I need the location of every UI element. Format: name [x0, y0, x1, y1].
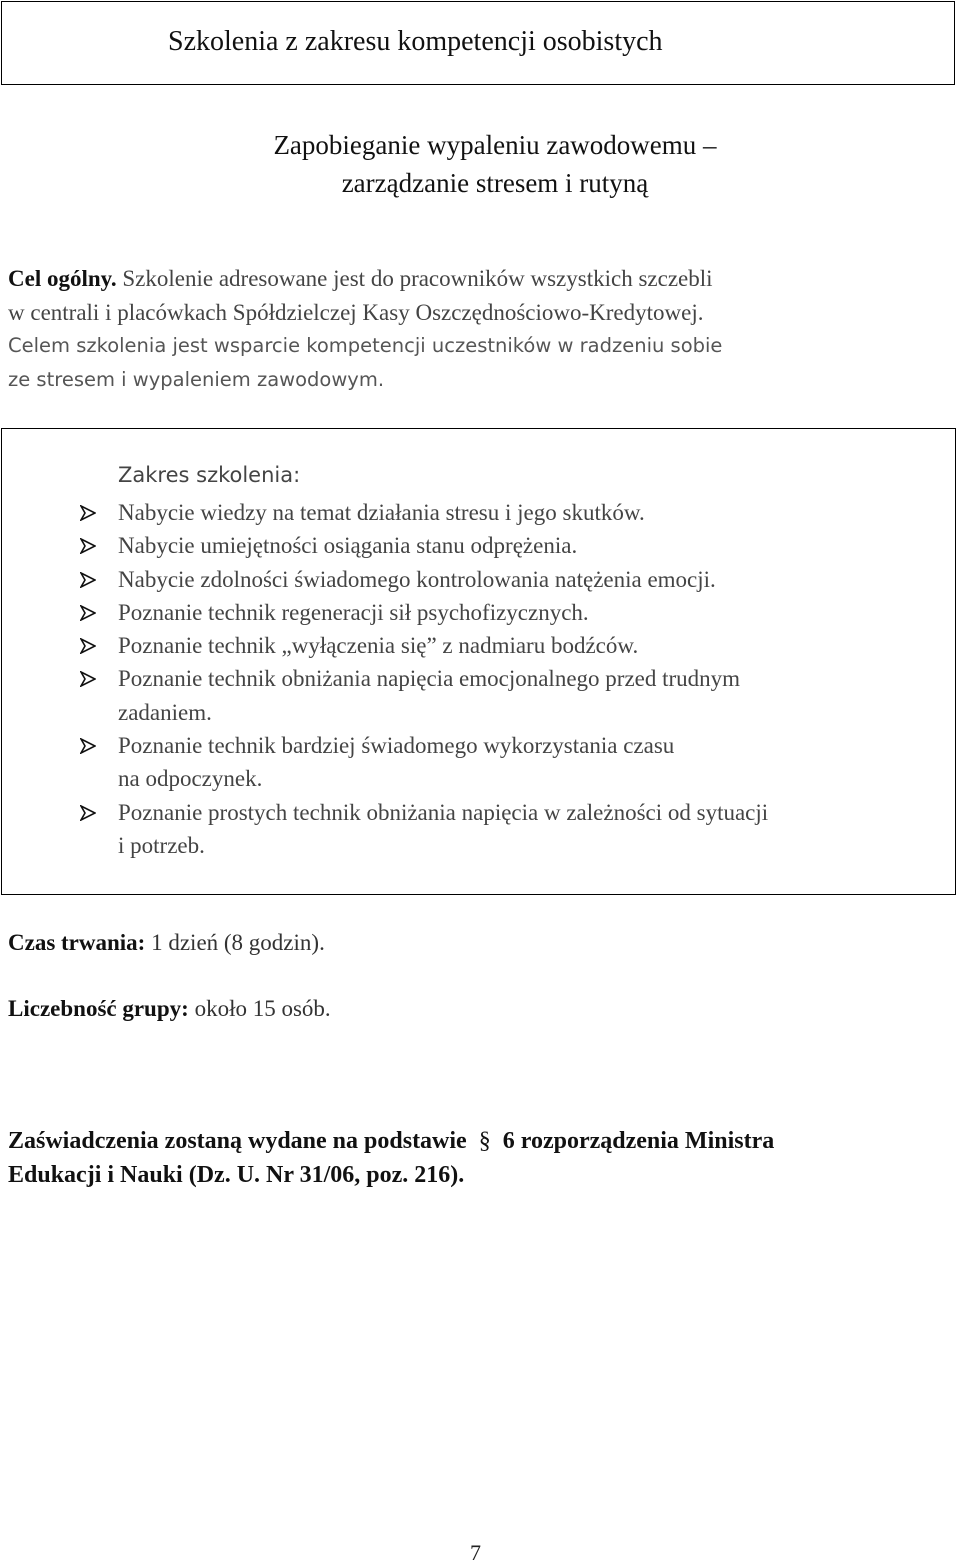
list-item-line2: i potrzeb.: [118, 832, 205, 858]
section-sign: §: [478, 1128, 491, 1154]
arrowhead-bullet-icon: [80, 505, 96, 521]
arrowhead-bullet-icon: [80, 538, 96, 554]
list-item-line1: Poznanie technik regeneracji sił psychofizycznych.: [118, 599, 589, 625]
certificate-line2: Edukacji i Nauki (Dz. U. Nr 31/06, poz. 216).: [8, 1162, 465, 1188]
list-item: [80, 596, 930, 629]
scope-list: [80, 496, 930, 862]
page-number: 7: [470, 1540, 481, 1565]
list-item-line1: Poznanie prostych technik obniżania napięcia w zależności od sytuacji: [118, 799, 769, 825]
duration-label: Czas trwania:: [8, 930, 146, 955]
list-item-line2: zadaniem.: [118, 699, 212, 725]
goal-line4: ze stresem i wypaleniem zawodowym.: [8, 367, 385, 391]
course-title-line1: Zapobieganie wypaleniu zawodowemu –: [273, 130, 717, 160]
goal-line2: w centrali i placówkach Spółdzielczej Kasy Oszczędnościowo-Kredytowej.: [8, 299, 704, 325]
list-item-line1: Poznanie technik bardziej świadomego wykorzystania czasu: [118, 733, 675, 759]
duration-value: 1 dzień (8 godzin).: [145, 930, 325, 955]
goal-line3: Celem szkolenia jest wsparcie kompetencji uczestników w radzeniu sobie: [8, 334, 723, 357]
course-title-line2: zarządzanie stresem i rutyną: [341, 168, 649, 198]
list-item: [80, 563, 930, 596]
list-item-line1: Poznanie technik „wyłączenia się” z nadmiaru bodźców.: [118, 633, 639, 659]
duration: [8, 930, 325, 956]
list-item: [80, 796, 930, 863]
arrowhead-bullet-icon: [80, 638, 96, 654]
course-title: [0, 126, 960, 202]
header-title: Szkolenia z zakresu kompetencji osobistych: [168, 26, 663, 57]
group-size-value: około 15 osób.: [188, 996, 331, 1021]
list-item-line1: Nabycie zdolności świadomego kontrolowania natężenia emocji.: [118, 566, 716, 592]
list-item-line2: na odpoczynek.: [118, 766, 263, 792]
arrowhead-bullet-icon: [80, 805, 96, 821]
group-size-label: Liczebność grupy:: [8, 996, 189, 1021]
list-item: [80, 662, 930, 729]
list-item: [80, 629, 930, 662]
arrowhead-bullet-icon: [80, 572, 96, 588]
list-item: [80, 529, 930, 562]
group-size: [8, 996, 331, 1022]
list-item-line1: Nabycie wiedzy na temat działania stresu i jego skutków.: [118, 500, 645, 525]
arrowhead-bullet-icon: [80, 738, 96, 754]
certificate-note: [8, 1124, 938, 1192]
scope-title: Zakres szkolenia:: [118, 463, 301, 487]
list-item-line1: Nabycie umiejętności osiągania stanu odprężenia.: [118, 533, 578, 559]
list-item: [80, 729, 930, 796]
arrowhead-bullet-icon: [80, 605, 96, 621]
goal-paragraph: [8, 262, 948, 396]
certificate-line1-before: Zaświadczenia zostaną wydane na podstawie: [8, 1128, 473, 1154]
list-item-line1: Poznanie technik obniżania napięcia emocjonalnego przed trudnym: [118, 666, 741, 692]
certificate-line1-after: 6 rozporządzenia Ministra: [496, 1128, 775, 1154]
list-item: [80, 496, 930, 529]
goal-line1: Szkolenie adresowane jest do pracowników wszystkich szczebli: [116, 266, 713, 291]
arrowhead-bullet-icon: [80, 671, 96, 687]
goal-label: Cel ogólny.: [8, 266, 117, 291]
